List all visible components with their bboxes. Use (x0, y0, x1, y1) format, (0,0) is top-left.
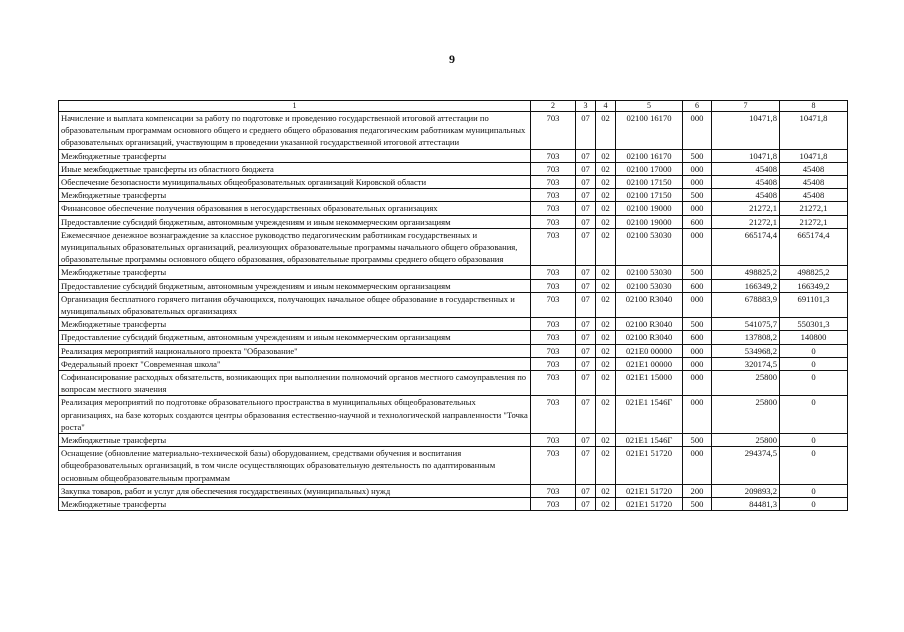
grbs-cell: 703 (531, 176, 576, 189)
amount-cell: 84481,3 (712, 498, 780, 511)
amount-cell: 498825,2 (712, 266, 780, 279)
amount-cell: 534968,2 (712, 344, 780, 357)
subsection-cell: 02 (596, 292, 616, 317)
expense-type-cell: 500 (683, 434, 712, 447)
subsection-cell: 02 (596, 318, 616, 331)
grbs-cell: 703 (531, 149, 576, 162)
expense-type-cell: 000 (683, 162, 712, 175)
section-cell: 07 (576, 292, 596, 317)
amount-cell: 137808,2 (712, 331, 780, 344)
row-name-cell: Оснащение (обновление материально-технической базы) оборудованием, средствами обучения и воспитания общеобразовательных организаций, в том числе осуществляющих образовательную деятельность по адаптированным основным общеобразовательным программам (59, 447, 531, 485)
amount-next-cell: 0 (780, 396, 848, 434)
section-cell: 07 (576, 344, 596, 357)
section-cell: 07 (576, 176, 596, 189)
expense-type-cell: 500 (683, 498, 712, 511)
amount-cell: 10471,8 (712, 149, 780, 162)
expense-type-cell: 000 (683, 176, 712, 189)
section-cell: 07 (576, 189, 596, 202)
subsection-cell: 02 (596, 484, 616, 497)
grbs-cell: 703 (531, 447, 576, 485)
target-article-cell: 02100 17150 (616, 189, 683, 202)
expense-type-cell: 000 (683, 371, 712, 396)
section-cell: 07 (576, 228, 596, 266)
row-name-cell: Реализация мероприятий по подготовке образовательного пространства в муниципальных общеобразовательных организациях, на базе которых создаются центры образования естественно-научной и технологической направленности "Точка роста" (59, 396, 531, 434)
amount-next-cell: 45408 (780, 189, 848, 202)
amount-next-cell: 21272,1 (780, 215, 848, 228)
grbs-cell: 703 (531, 357, 576, 370)
amount-next-cell: 498825,2 (780, 266, 848, 279)
subsection-cell: 02 (596, 331, 616, 344)
amount-next-cell: 10471,8 (780, 149, 848, 162)
section-cell: 07 (576, 331, 596, 344)
section-cell: 07 (576, 149, 596, 162)
row-name-cell: Межбюджетные трансферты (59, 498, 531, 511)
subsection-cell: 02 (596, 149, 616, 162)
table-row (59, 331, 848, 344)
budget-table (58, 100, 848, 511)
page-number: 9 (449, 52, 455, 66)
row-name-cell: Предоставление субсидий бюджетным, автономным учреждениям и иным некоммерческим организациям (59, 331, 531, 344)
table-row (59, 279, 848, 292)
grbs-cell: 703 (531, 112, 576, 150)
subsection-cell: 02 (596, 112, 616, 150)
table-row (59, 357, 848, 370)
subsection-cell: 02 (596, 344, 616, 357)
subsection-cell: 02 (596, 176, 616, 189)
table-row (59, 266, 848, 279)
amount-next-cell: 0 (780, 357, 848, 370)
amount-cell: 678883,9 (712, 292, 780, 317)
row-name-cell: Межбюджетные трансферты (59, 318, 531, 331)
table-row (59, 292, 848, 317)
column-header: 2 (531, 101, 576, 112)
amount-next-cell: 0 (780, 371, 848, 396)
section-cell: 07 (576, 112, 596, 150)
expense-type-cell: 600 (683, 279, 712, 292)
target-article-cell: 02100 53030 (616, 279, 683, 292)
grbs-cell: 703 (531, 228, 576, 266)
amount-cell: 665174,4 (712, 228, 780, 266)
amount-next-cell: 665174,4 (780, 228, 848, 266)
subsection-cell: 02 (596, 266, 616, 279)
grbs-cell: 703 (531, 484, 576, 497)
amount-cell: 45408 (712, 162, 780, 175)
target-article-cell: 02100 16170 (616, 112, 683, 150)
table-row (59, 396, 848, 434)
section-cell: 07 (576, 202, 596, 215)
amount-cell: 294374,5 (712, 447, 780, 485)
subsection-cell: 02 (596, 202, 616, 215)
expense-type-cell: 000 (683, 112, 712, 150)
grbs-cell: 703 (531, 434, 576, 447)
table-row (59, 447, 848, 485)
subsection-cell: 02 (596, 371, 616, 396)
expense-type-cell: 200 (683, 484, 712, 497)
amount-next-cell: 0 (780, 484, 848, 497)
expense-type-cell: 000 (683, 292, 712, 317)
table-row (59, 189, 848, 202)
section-cell: 07 (576, 215, 596, 228)
row-name-cell: Предоставление субсидий бюджетным, автономным учреждениям и иным некоммерческим организациям (59, 215, 531, 228)
table-row (59, 498, 848, 511)
column-header: 4 (596, 101, 616, 112)
section-cell: 07 (576, 162, 596, 175)
amount-next-cell: 140800 (780, 331, 848, 344)
amount-cell: 541075,7 (712, 318, 780, 331)
row-name-cell: Межбюджетные трансферты (59, 434, 531, 447)
row-name-cell: Межбюджетные трансферты (59, 189, 531, 202)
amount-next-cell: 166349,2 (780, 279, 848, 292)
table-row (59, 318, 848, 331)
row-name-cell: Иные межбюджетные трансферты из областного бюджета (59, 162, 531, 175)
table-row (59, 434, 848, 447)
amount-next-cell: 0 (780, 344, 848, 357)
amount-next-cell: 10471,8 (780, 112, 848, 150)
grbs-cell: 703 (531, 331, 576, 344)
expense-type-cell: 000 (683, 396, 712, 434)
expense-type-cell: 500 (683, 149, 712, 162)
column-header: 3 (576, 101, 596, 112)
column-header: 5 (616, 101, 683, 112)
target-article-cell: 02100 19000 (616, 215, 683, 228)
grbs-cell: 703 (531, 279, 576, 292)
row-name-cell: Организация бесплатного горячего питания обучающихся, получающих начальное общее образование в государственных и муниципальных образовательных организациях (59, 292, 531, 317)
target-article-cell: 021E1 51720 (616, 498, 683, 511)
target-article-cell: 02100 16170 (616, 149, 683, 162)
amount-next-cell: 45408 (780, 162, 848, 175)
column-header: 6 (683, 101, 712, 112)
grbs-cell: 703 (531, 396, 576, 434)
target-article-cell: 021E1 00000 (616, 357, 683, 370)
target-article-cell: 021E1 51720 (616, 484, 683, 497)
target-article-cell: 02100 19000 (616, 202, 683, 215)
amount-cell: 25800 (712, 434, 780, 447)
target-article-cell: 021E1 15000 (616, 371, 683, 396)
amount-cell: 10471,8 (712, 112, 780, 150)
amount-cell: 25800 (712, 371, 780, 396)
expense-type-cell: 000 (683, 228, 712, 266)
amount-next-cell: 0 (780, 498, 848, 511)
grbs-cell: 703 (531, 215, 576, 228)
amount-next-cell: 45408 (780, 176, 848, 189)
table-header-row (59, 101, 848, 112)
expense-type-cell: 000 (683, 447, 712, 485)
table-row (59, 149, 848, 162)
subsection-cell: 02 (596, 447, 616, 485)
subsection-cell: 02 (596, 228, 616, 266)
section-cell: 07 (576, 447, 596, 485)
expense-type-cell: 000 (683, 202, 712, 215)
amount-next-cell: 691101,3 (780, 292, 848, 317)
row-name-cell: Закупка товаров, работ и услуг для обеспечения государственных (муниципальных) нужд (59, 484, 531, 497)
amount-cell: 21272,1 (712, 215, 780, 228)
expense-type-cell: 600 (683, 215, 712, 228)
section-cell: 07 (576, 357, 596, 370)
section-cell: 07 (576, 279, 596, 292)
section-cell: 07 (576, 318, 596, 331)
target-article-cell: 02100 17150 (616, 176, 683, 189)
column-header: 7 (712, 101, 780, 112)
row-name-cell: Межбюджетные трансферты (59, 149, 531, 162)
target-article-cell: 021E0 00000 (616, 344, 683, 357)
amount-next-cell: 0 (780, 434, 848, 447)
column-header: 8 (780, 101, 848, 112)
table-row (59, 484, 848, 497)
grbs-cell: 703 (531, 266, 576, 279)
amount-cell: 45408 (712, 189, 780, 202)
target-article-cell: 02100 53030 (616, 228, 683, 266)
column-header: 1 (59, 101, 531, 112)
grbs-cell: 703 (531, 162, 576, 175)
subsection-cell: 02 (596, 498, 616, 511)
section-cell: 07 (576, 484, 596, 497)
target-article-cell: 02100 R3040 (616, 292, 683, 317)
section-cell: 07 (576, 434, 596, 447)
section-cell: 07 (576, 266, 596, 279)
expense-type-cell: 600 (683, 331, 712, 344)
amount-next-cell: 0 (780, 447, 848, 485)
grbs-cell: 703 (531, 344, 576, 357)
row-name-cell: Финансовое обеспечение получения образования в негосударственных образовательных организациях (59, 202, 531, 215)
amount-next-cell: 21272,1 (780, 202, 848, 215)
target-article-cell: 02100 R3040 (616, 331, 683, 344)
grbs-cell: 703 (531, 498, 576, 511)
expense-type-cell: 500 (683, 266, 712, 279)
target-article-cell: 02100 17000 (616, 162, 683, 175)
row-name-cell: Обеспечение безопасности муниципальных общеобразовательных организаций Кировской области (59, 176, 531, 189)
table-row (59, 112, 848, 150)
grbs-cell: 703 (531, 189, 576, 202)
grbs-cell: 703 (531, 371, 576, 396)
grbs-cell: 703 (531, 318, 576, 331)
section-cell: 07 (576, 498, 596, 511)
amount-cell: 320174,5 (712, 357, 780, 370)
row-name-cell: Межбюджетные трансферты (59, 266, 531, 279)
subsection-cell: 02 (596, 189, 616, 202)
target-article-cell: 021E1 1546Г (616, 396, 683, 434)
amount-next-cell: 550301,3 (780, 318, 848, 331)
table-row (59, 228, 848, 266)
amount-cell: 21272,1 (712, 202, 780, 215)
expense-type-cell: 500 (683, 318, 712, 331)
subsection-cell: 02 (596, 162, 616, 175)
grbs-cell: 703 (531, 202, 576, 215)
row-name-cell: Софинансирование расходных обязательств, возникающих при выполнении полномочий органов местного самоуправления по вопросам местного значения (59, 371, 531, 396)
expense-type-cell: 500 (683, 189, 712, 202)
target-article-cell: 021E1 51720 (616, 447, 683, 485)
amount-cell: 25800 (712, 396, 780, 434)
amount-cell: 209893,2 (712, 484, 780, 497)
section-cell: 07 (576, 396, 596, 434)
grbs-cell: 703 (531, 292, 576, 317)
section-cell: 07 (576, 371, 596, 396)
subsection-cell: 02 (596, 215, 616, 228)
target-article-cell: 02100 53030 (616, 266, 683, 279)
table-row (59, 344, 848, 357)
row-name-cell: Федеральный проект "Современная школа" (59, 357, 531, 370)
target-article-cell: 02100 R3040 (616, 318, 683, 331)
amount-cell: 166349,2 (712, 279, 780, 292)
expense-type-cell: 000 (683, 344, 712, 357)
target-article-cell: 021E1 1546Г (616, 434, 683, 447)
table-row (59, 371, 848, 396)
expense-type-cell: 000 (683, 357, 712, 370)
subsection-cell: 02 (596, 396, 616, 434)
table-row (59, 202, 848, 215)
row-name-cell: Реализация мероприятий национального проекта "Образование" (59, 344, 531, 357)
table-row (59, 162, 848, 175)
row-name-cell: Ежемесячное денежное вознаграждение за классное руководство педагогическим работникам государственных и муниципальных образовательных организаций, реализующих образовательные программы начального общего образования, образовательные программы основного общего образования, образовательные программы среднего общего образования (59, 228, 531, 266)
subsection-cell: 02 (596, 279, 616, 292)
row-name-cell: Предоставление субсидий бюджетным, автономным учреждениям и иным некоммерческим организациям (59, 279, 531, 292)
subsection-cell: 02 (596, 434, 616, 447)
row-name-cell: Начисление и выплата компенсации за работу по подготовке и проведению государственной итоговой аттестации по образовательным программам основного общего и среднего общего образования педагогическим работникам муниципальных образовательных организаций, участвующим в проведении указанной государственной итоговой аттестации (59, 112, 531, 150)
amount-cell: 45408 (712, 176, 780, 189)
subsection-cell: 02 (596, 357, 616, 370)
table-row (59, 176, 848, 189)
table-row (59, 215, 848, 228)
